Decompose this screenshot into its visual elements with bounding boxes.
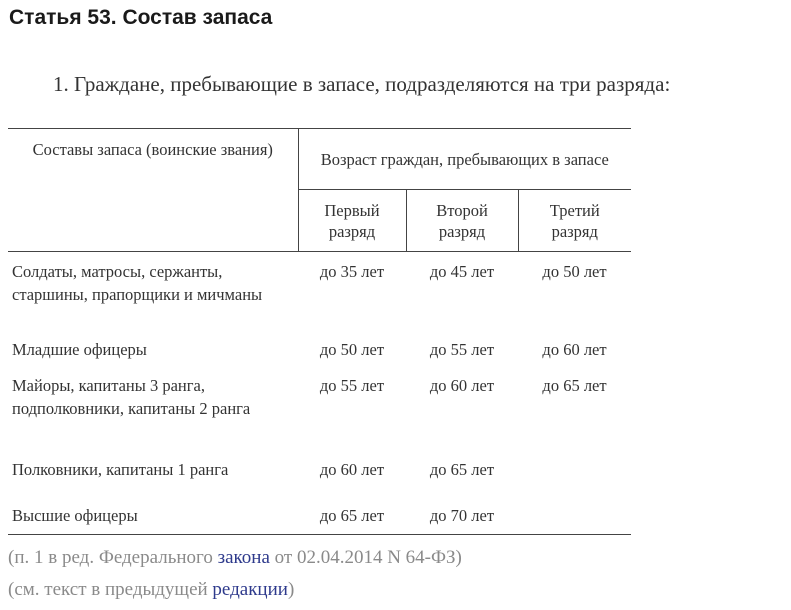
row-age-category-2: до 65 лет [429, 460, 495, 479]
row-age-category-2: до 70 лет [406, 501, 518, 535]
note-text: (см. текст в предыдущей [8, 579, 213, 600]
reserve-table [8, 128, 631, 535]
row-name: Высшие офицеры [8, 501, 298, 535]
table-row [8, 455, 631, 501]
table-row [8, 501, 631, 535]
note-text: от 02.04.2014 N 64-ФЗ) [269, 547, 462, 568]
row-age-category-1: до 55 лет [319, 376, 385, 395]
row-name: Младшие офицеры [12, 340, 147, 359]
row-name: Полковники, капитаны 1 ранга [12, 460, 229, 479]
header-category-1: Первый разряд [298, 190, 406, 252]
table-row [8, 371, 631, 455]
note-text: ) [287, 579, 295, 600]
law-link[interactable]: закона [217, 547, 270, 568]
row-age-category-2: до 60 лет [429, 376, 495, 395]
row-age-category-3: до 50 лет [542, 262, 607, 281]
row-age-category-1: до 50 лет [319, 340, 385, 359]
row-age-category-3 [518, 455, 631, 501]
header-age: Возраст граждан, пребывающих в запасе [298, 129, 631, 190]
paragraph-text: 1. Граждане, пребывающие в запасе, подразделяются на три разряда: [53, 72, 671, 96]
row-age-category-1: до 65 лет [298, 501, 406, 535]
row-age-category-3: до 60 лет [542, 340, 607, 359]
article-title: Статья 53. Состав запаса [9, 6, 273, 29]
header-category-2: Второй разряд [406, 190, 518, 252]
note-text: (п. 1 в ред. Федерального [8, 547, 218, 568]
row-name: Майоры, капитаны 3 ранга, подполковники, капитаны 2 ранга [12, 376, 251, 418]
row-age-category-2: до 55 лет [429, 340, 495, 359]
amendment-note [8, 547, 462, 569]
row-age-category-1: до 60 лет [319, 460, 385, 479]
header-category-3: Третий разряд [518, 190, 631, 252]
row-age-category-3: до 65 лет [542, 376, 607, 395]
row-age-category-1: до 35 лет [319, 262, 385, 281]
row-age-category-3 [518, 501, 631, 535]
previous-edition-note [8, 579, 294, 601]
edition-link[interactable]: редакции [212, 579, 288, 600]
header-composition: Составы запаса (воинские звания) [8, 129, 298, 252]
table-row [8, 252, 631, 336]
table-row [8, 335, 631, 371]
row-name: Солдаты, матросы, сержанты, старшины, прапорщики и мичманы [12, 262, 263, 304]
row-age-category-2: до 45 лет [429, 262, 495, 281]
